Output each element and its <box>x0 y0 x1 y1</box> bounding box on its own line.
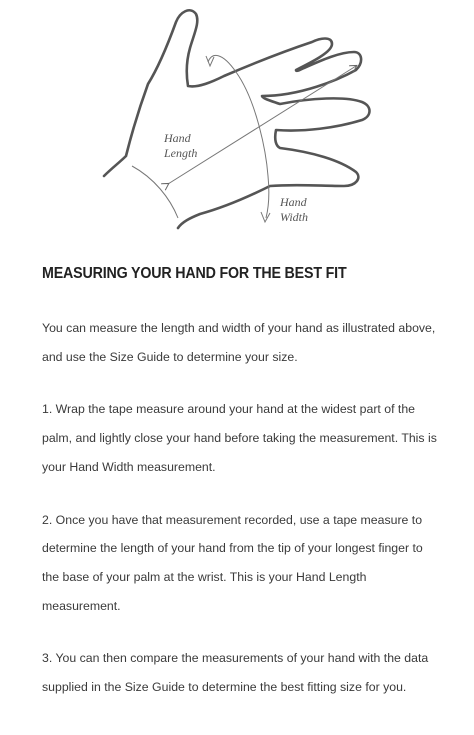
hand-outline <box>104 10 370 228</box>
wrist-curve <box>132 166 178 218</box>
step-2-paragraph: 2. Once you have that measurement recorded, use a tape measure to determine the length of your hand from the tip of your longest finger to the base of your palm at the wrist. This is your Hand Length measurement. <box>42 512 423 613</box>
hand-measurement-illustration <box>0 0 474 240</box>
measuring-guide-section <box>42 262 442 702</box>
hand-width-label-line1: Hand <box>280 195 307 209</box>
step-1-paragraph: 1. Wrap the tape measure around your hand at the widest part of the palm, and lightly close your hand before taking the measurement. This is your Hand Width measurement. <box>42 402 437 474</box>
intro-paragraph: You can measure the length and width of your hand as illustrated above, and use the Size Guide to determine your size. <box>42 321 436 364</box>
hand-length-arrow <box>168 66 356 184</box>
hand-diagram-icon <box>0 0 474 240</box>
step-3-paragraph: 3. You can then compare the measurements of your hand with the data supplied in the Size Guide to determine the best fitting size for you. <box>42 651 429 695</box>
hand-width-label-line2: Width <box>280 210 309 224</box>
hand-length-label-line1: Hand <box>164 131 191 145</box>
hand-length-label-line2: Length <box>164 146 198 160</box>
section-title: MEASURING YOUR HAND FOR THE BEST FIT <box>42 265 347 282</box>
